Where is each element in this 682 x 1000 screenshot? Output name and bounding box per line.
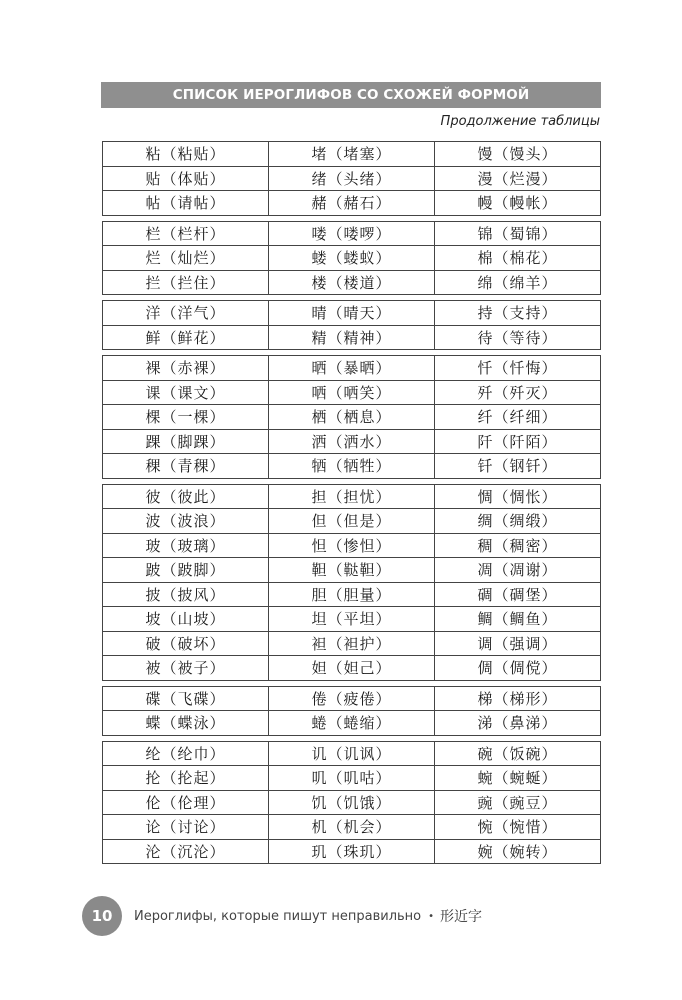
table-cell: 波（波浪） — [103, 509, 269, 534]
table-row — [103, 582, 601, 607]
table-cell: 袒（袒护） — [269, 631, 435, 656]
page-number-badge — [82, 896, 122, 936]
table-row — [103, 839, 601, 864]
character-table — [102, 141, 601, 869]
bullet-separator: • — [428, 910, 435, 922]
table-group — [102, 741, 601, 865]
table-cell: 彼（彼此） — [103, 484, 269, 509]
table-row — [103, 246, 601, 271]
table-row — [103, 656, 601, 681]
table-cell: 被（被子） — [103, 656, 269, 681]
table-row — [103, 221, 601, 246]
table-cell: 碗（饭碗） — [435, 741, 601, 766]
table-cell: 歼（歼灭） — [435, 380, 601, 405]
table-cell: 阡（阡陌） — [435, 429, 601, 454]
table-cell: 踝（脚踝） — [103, 429, 269, 454]
table-cell: 惆（惆怅） — [435, 484, 601, 509]
table-row — [103, 711, 601, 736]
table-cell: 靼（鞑靼） — [269, 558, 435, 583]
table-cell: 沦（沉沦） — [103, 839, 269, 864]
page-number: 10 — [91, 907, 113, 925]
table-cell: 婉（婉转） — [435, 839, 601, 864]
table-cell: 饥（饥饿） — [269, 790, 435, 815]
table-group — [102, 484, 601, 681]
table-cell: 倜（倜傥） — [435, 656, 601, 681]
table-cell: 精（精神） — [269, 325, 435, 350]
table-cell: 豌（豌豆） — [435, 790, 601, 815]
book-title: Иероглифы, которые пишут неправильно — [134, 908, 422, 924]
footer-running-title — [134, 906, 482, 926]
table-cell: 待（等待） — [435, 325, 601, 350]
table-cell: 怛（惨怛） — [269, 533, 435, 558]
table-row — [103, 454, 601, 479]
table-cell: 但（但是） — [269, 509, 435, 534]
table-cell: 碉（碉堡） — [435, 582, 601, 607]
table-cell: 论（讨论） — [103, 815, 269, 840]
table-group — [102, 221, 601, 296]
table-cell: 持（支持） — [435, 301, 601, 326]
table-row — [103, 405, 601, 430]
table-cell: 讥（讥讽） — [269, 741, 435, 766]
table-cell: 坡（山坡） — [103, 607, 269, 632]
table-cell: 晒（暴晒） — [269, 356, 435, 381]
table-cell: 叽（叽咕） — [269, 766, 435, 791]
table-row — [103, 429, 601, 454]
table-cell: 蝼（蝼蚁） — [269, 246, 435, 271]
table-cell: 洋（洋气） — [103, 301, 269, 326]
table-row — [103, 790, 601, 815]
table-group — [102, 141, 601, 216]
table-cell: 蜿（蜿蜒） — [435, 766, 601, 791]
table-cell: 烂（灿烂） — [103, 246, 269, 271]
table-row — [103, 356, 601, 381]
table-cell: 绸（绸缎） — [435, 509, 601, 534]
table-cell: 牺（牺牲） — [269, 454, 435, 479]
table-cell: 锦（蜀锦） — [435, 221, 601, 246]
table-cell: 裸（赤裸） — [103, 356, 269, 381]
table-row — [103, 766, 601, 791]
table-cell: 鲷（鲷鱼） — [435, 607, 601, 632]
table-cell: 妲（妲己） — [269, 656, 435, 681]
table-cell: 破（破坏） — [103, 631, 269, 656]
table-cell: 纶（纶巾） — [103, 741, 269, 766]
table-group — [102, 300, 601, 350]
table-cell: 棵（一棵） — [103, 405, 269, 430]
table-cell: 倦（疲倦） — [269, 686, 435, 711]
table-group — [102, 686, 601, 736]
table-cell: 堵（堵塞） — [269, 142, 435, 167]
table-row — [103, 558, 601, 583]
table-cell: 梯（梯形） — [435, 686, 601, 711]
table-cell: 贴（体贴） — [103, 166, 269, 191]
table-group — [102, 355, 601, 479]
table-cell: 晴（晴天） — [269, 301, 435, 326]
table-cell: 忏（忏悔） — [435, 356, 601, 381]
table-cell: 玑（珠玑） — [269, 839, 435, 864]
table-cell: 栖（栖息） — [269, 405, 435, 430]
table-row — [103, 142, 601, 167]
table-cell: 棉（棉花） — [435, 246, 601, 271]
table-cell: 胆（胆量） — [269, 582, 435, 607]
table-cell: 跛（跛脚） — [103, 558, 269, 583]
table-cell: 帖（请帖） — [103, 191, 269, 216]
table-cell: 惋（惋惜） — [435, 815, 601, 840]
table-cell: 涕（鼻涕） — [435, 711, 601, 736]
table-cell: 哂（哂笑） — [269, 380, 435, 405]
table-cell: 调（强调） — [435, 631, 601, 656]
table-row — [103, 484, 601, 509]
table-cell: 粘（粘贴） — [103, 142, 269, 167]
table-cell: 绪（头绪） — [269, 166, 435, 191]
table-cell: 稞（青稞） — [103, 454, 269, 479]
table-title: СПИСОК ИЕРОГЛИФОВ СО СХОЖЕЙ ФОРМОЙ — [172, 87, 530, 103]
table-cell: 伦（伦理） — [103, 790, 269, 815]
table-row — [103, 533, 601, 558]
table-row — [103, 631, 601, 656]
table-cell: 碟（飞碟） — [103, 686, 269, 711]
table-row — [103, 301, 601, 326]
table-cell: 喽（喽啰） — [269, 221, 435, 246]
table-cell: 蜷（蜷缩） — [269, 711, 435, 736]
table-row — [103, 325, 601, 350]
table-cell: 蝶（蝶泳） — [103, 711, 269, 736]
table-row — [103, 191, 601, 216]
table-row — [103, 509, 601, 534]
table-row — [103, 686, 601, 711]
table-cell: 纤（纤细） — [435, 405, 601, 430]
table-cell: 玻（玻璃） — [103, 533, 269, 558]
table-cell: 漫（烂漫） — [435, 166, 601, 191]
table-cell: 鲜（鲜花） — [103, 325, 269, 350]
table-cell: 拦（拦住） — [103, 270, 269, 295]
table-cell: 担（担忧） — [269, 484, 435, 509]
table-cell: 馒（馒头） — [435, 142, 601, 167]
table-cell: 抡（抡起） — [103, 766, 269, 791]
table-cell: 钎（钢钎） — [435, 454, 601, 479]
table-row — [103, 270, 601, 295]
table-row — [103, 380, 601, 405]
continuation-note: Продолжение таблицы — [440, 114, 600, 129]
table-cell: 幔（幔帐） — [435, 191, 601, 216]
table-row — [103, 741, 601, 766]
table-cell: 披（披风） — [103, 582, 269, 607]
table-cell: 坦（平坦） — [269, 607, 435, 632]
chinese-title: 形近字 — [440, 909, 483, 925]
table-row — [103, 607, 601, 632]
table-row — [103, 815, 601, 840]
table-cell: 赭（赭石） — [269, 191, 435, 216]
table-title-bar — [101, 82, 601, 108]
table-cell: 课（课文） — [103, 380, 269, 405]
table-row — [103, 166, 601, 191]
table-cell: 凋（凋谢） — [435, 558, 601, 583]
table-cell: 楼（楼道） — [269, 270, 435, 295]
table-cell: 栏（栏杆） — [103, 221, 269, 246]
table-cell: 稠（稠密） — [435, 533, 601, 558]
table-cell: 机（机会） — [269, 815, 435, 840]
table-cell: 绵（绵羊） — [435, 270, 601, 295]
table-cell: 洒（洒水） — [269, 429, 435, 454]
